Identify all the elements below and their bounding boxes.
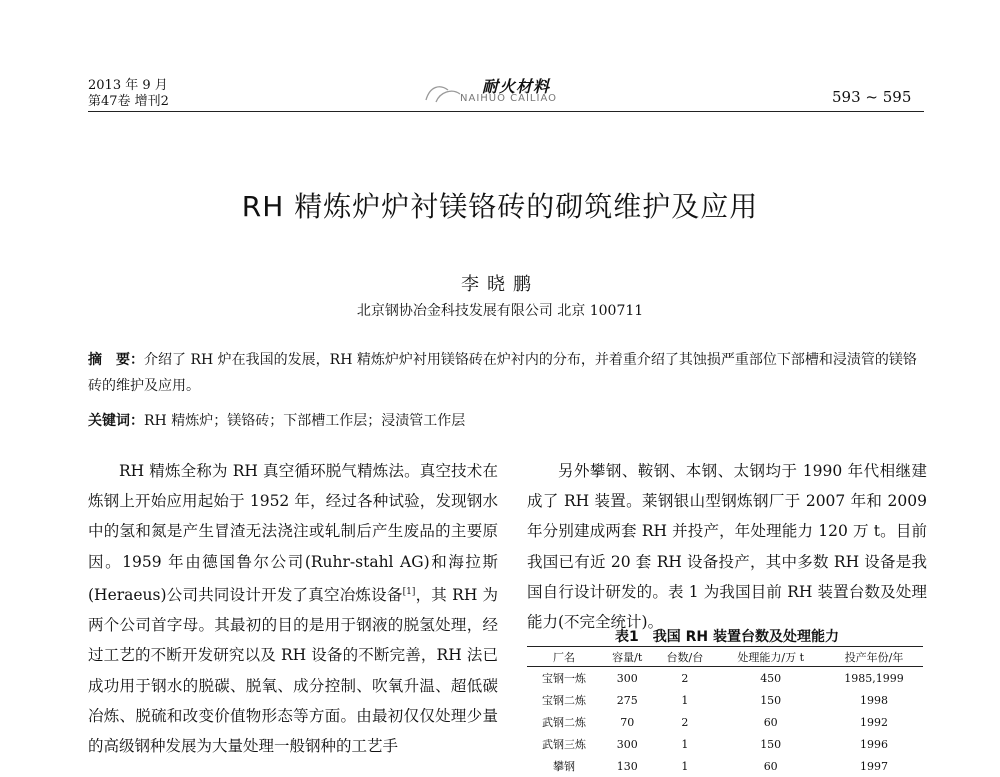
abstract: [88, 347, 928, 399]
issue-date: 2013 年 9 月: [88, 78, 168, 93]
body-column-left: [88, 456, 498, 761]
keywords-label: 关键词：: [88, 413, 144, 429]
table-cell: 1997: [860, 759, 889, 773]
author-affiliation: 北京钢协冶金科技发展有限公司 北京 100711: [356, 303, 644, 319]
body-column-right: [527, 456, 927, 637]
issue-info: [88, 78, 169, 110]
table-header-cell: 容量/t: [601, 647, 654, 667]
author-name: 李晓鹏: [461, 274, 539, 295]
journal-name-en: NAIHUO CAILIAO: [460, 93, 557, 104]
keywords: [88, 410, 465, 430]
table-cell: 宝钢一炼: [541, 672, 586, 685]
table-caption: 表1 我国 RH 装置台数及处理能力: [615, 629, 839, 645]
table-row: [527, 711, 923, 733]
journal-logo-swirl-icon: [422, 80, 462, 106]
journal-name-cn: 耐火材料: [482, 77, 551, 96]
table-cell: 1998: [860, 693, 889, 707]
table-header-cell: 厂名: [527, 647, 601, 667]
table-cell: 武钢二炼: [541, 716, 586, 729]
table-row: [527, 733, 923, 755]
table-header-row: [527, 647, 923, 667]
table-cell: 1: [681, 693, 689, 707]
table-header-cell: 投产年份/年: [825, 647, 923, 667]
table-row: [527, 755, 923, 777]
table-cell: 300: [616, 671, 638, 685]
keywords-text: RH 精炼炉；镁铬砖；下部槽工作层；浸渍管工作层: [144, 413, 466, 429]
table-header-cell: 处理能力/万 t: [716, 647, 825, 667]
header-rule: [88, 111, 924, 112]
table-cell: 宝钢二炼: [541, 694, 586, 707]
article-title: RH 精炼炉炉衬镁铬砖的砌筑维护及应用: [241, 190, 759, 223]
table-cell: 450: [760, 671, 782, 685]
table-cell: 1996: [860, 737, 889, 751]
table-row: [527, 667, 923, 690]
table-cell: 150: [760, 737, 782, 751]
table-cell: 武钢三炼: [541, 738, 586, 751]
abstract-label: 摘 要：: [88, 352, 144, 368]
journal-logo: [422, 74, 582, 110]
paragraph-text: RH 精炼全称为 RH 真空循环脱气精炼法。真空技术在炼钢上开始应用起始于 1952 年，经过各种试验，发现钢水中的氢和氮是产生冒渣无法浇注或轧制后产生废品的主要原因。1959 年由德国鲁尔公司(Ruhr-stahl AG)和海拉斯(Heraeus)公司共同设计开发了真空冶炼设备: [88, 462, 498, 604]
table-header-cell: 台数/台: [654, 647, 717, 667]
paragraph: [88, 456, 498, 761]
table-cell: 70: [620, 715, 635, 729]
table-cell: 300: [616, 737, 638, 751]
table-cell: 275: [616, 693, 638, 707]
citation-ref: [1]: [402, 586, 416, 597]
paragraph: 另外攀钢、鞍钢、本钢、太钢均于 1990 年代相继建成了 RH 装置。莱钢银山型钢炼钢厂于 2007 年和 2009 年分别建成两套 RH 并投产，年处理能力 120 万 t。目前我国已有近 20 套 RH 设备投产，其中多数 RH 设备是我国自行设计研发的。表 1 为我国目前 RH 装置台数及处理能力(不完全统计)。: [527, 462, 927, 632]
table-cell: 1985,1999: [844, 671, 904, 685]
abstract-text: 介绍了 RH 炉在我国的发展，RH 精炼炉炉衬用镁铬砖在炉衬内的分布，并着重介绍了其蚀损严重部位下部槽和浸渍管的镁铬砖的维护及应用。: [88, 352, 917, 394]
table-cell: 1992: [860, 715, 889, 729]
table-cell: 攀钢: [552, 760, 575, 773]
issue-volume: 第47卷 增刊2: [88, 94, 169, 109]
table-cell: 60: [763, 759, 778, 773]
table-cell: 60: [763, 715, 778, 729]
table-cell: 150: [760, 693, 782, 707]
table-cell: 2: [681, 671, 689, 685]
table-cell: 130: [616, 759, 638, 773]
table-cell: 1: [681, 737, 689, 751]
paragraph-text-cont: ，其 RH 为两个公司首字母。其最初的目的是用于钢液的脱氢处理，经过工艺的不断开发研究以及 RH 设备的不断完善，RH 法已成功用于钢水的脱碳、脱氧、成分控制、吹氧升温、超低碳冶炼、脱硫和改变价值物形态等方面。由最初仅仅处理少量的高级钢种发展为大量处理一般钢种的工艺手: [88, 585, 498, 755]
table-row: [527, 689, 923, 711]
rh-capacity-table: [527, 646, 923, 777]
page-range: 593 ~ 595: [832, 88, 912, 106]
table-cell: 1: [681, 759, 689, 773]
table-cell: 2: [681, 715, 689, 729]
